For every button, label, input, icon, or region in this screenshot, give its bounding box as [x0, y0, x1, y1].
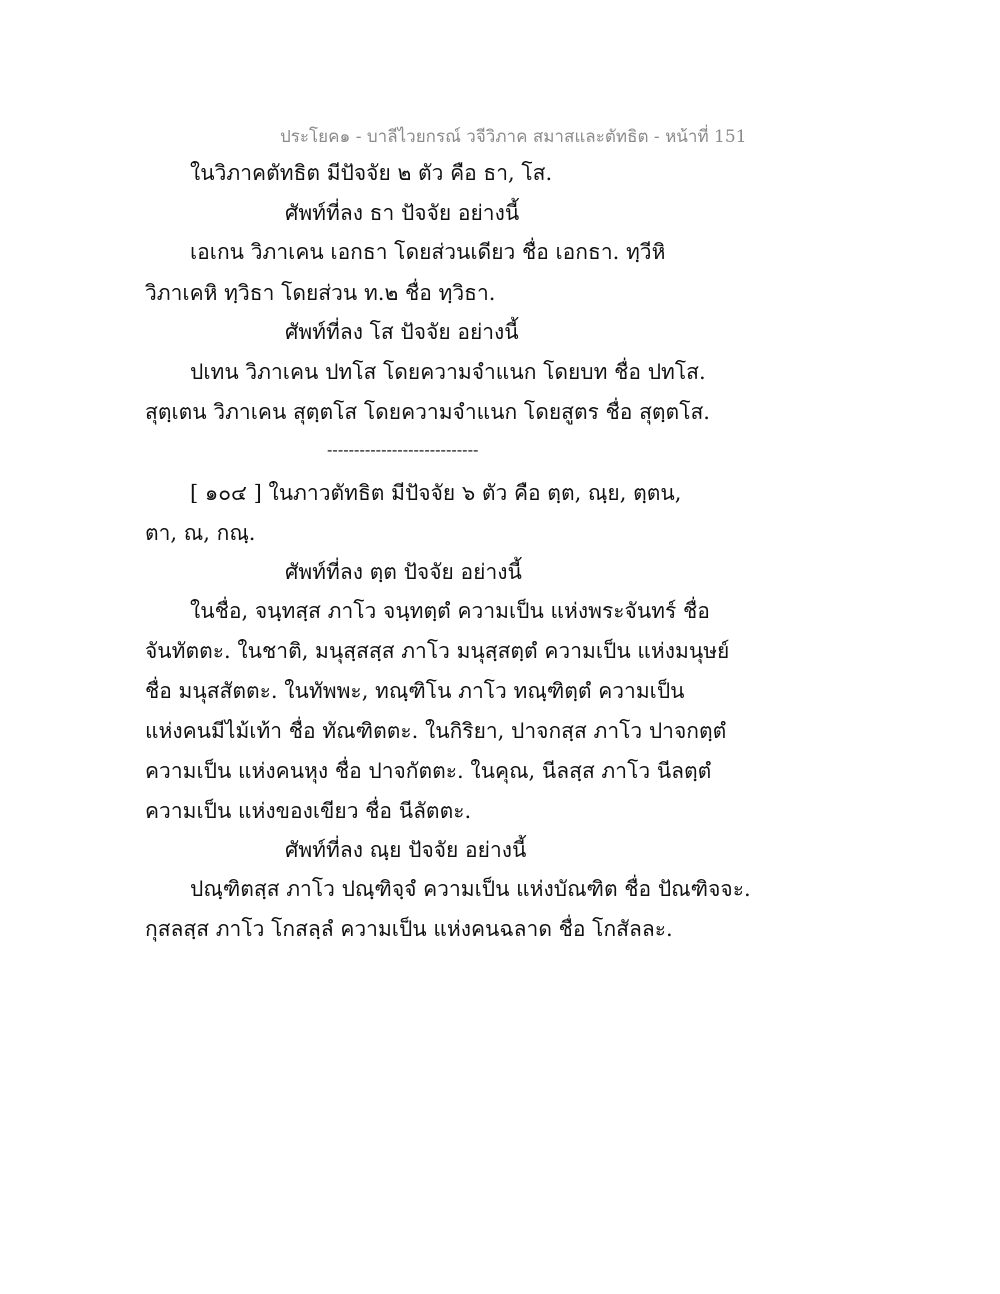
section-heading: ศัพท์ที่ลง ณฺย ปัจจัย อย่างนี้	[285, 838, 527, 862]
text-line: เอเกน วิภาเคน เอกธา โดยส่วนเดียว ชื่อ เอกธา. ทฺวีหิ	[190, 240, 666, 264]
text-line: ตา, ณ, กณฺ.	[145, 521, 256, 545]
text-line: วิภาเคหิ ทฺวิธา โดยส่วน ท.๒ ชื่อ ทฺวิธา.	[145, 281, 496, 305]
text-line: แห่งคนมีไม้เท้า ชื่อ ทัณฑิตตะ. ในกิริยา, ปาจกสฺส ภาโว ปาจกตฺตํ	[145, 719, 727, 743]
text-line: ความเป็น แห่งของเขียว ชื่อ นีลัตตะ.	[145, 799, 472, 823]
text-line: [ ๑๐๔ ] ในภาวตัทธิต มีปัจจัย ๖ ตัว คือ ตฺต, ณฺย, ตฺตน,	[190, 481, 682, 505]
text-line: สุตฺเตน วิภาเคน สุตฺตโส โดยความจำแนก โดยสูตร ชื่อ สุตฺตโส.	[145, 400, 710, 424]
text-line: ชื่อ มนุสสัตตะ. ในทัพพะ, ทณฺฑิโน ภาโว ทณฺฑิตฺตํ ความเป็น	[145, 679, 685, 703]
section-heading: ศัพท์ที่ลง ตฺต ปัจจัย อย่างนี้	[285, 560, 522, 584]
section-divider: ----------------------------	[327, 440, 479, 459]
text-line: ความเป็น แห่งคนหุง ชื่อ ปาจกัตตะ. ในคุณ, นีลสฺส ภาโว นีลตฺตํ	[145, 759, 712, 783]
section-heading: ศัพท์ที่ลง ธา ปัจจัย อย่างนี้	[285, 201, 520, 225]
text-line: กุสลสฺส ภาโว โกสลฺลํ ความเป็น แห่งคนฉลาด ชื่อ โกสัลละ.	[145, 917, 673, 941]
text-line: จันทัตตะ. ในชาติ, มนุสฺสสฺส ภาโว มนุสฺสตฺตํ ความเป็น แห่งมนุษย์	[145, 639, 730, 663]
running-header: ประโยค๑ - บาลีไวยกรณ์ วจีวิภาค สมาสและตัทธิต - หน้าที่ 151	[280, 127, 747, 147]
text-line: ในชื่อ, จนฺทสฺส ภาโว จนฺทตฺตํ ความเป็น แห่งพระจันทร์ ชื่อ	[190, 599, 710, 623]
text-line: ปเทน วิภาเคน ปทโส โดยความจำแนก โดยบท ชื่อ ปทโส.	[190, 360, 706, 384]
text-line: ในวิภาคตัทธิต มีปัจจัย ๒ ตัว คือ ธา, โส.	[190, 161, 553, 185]
text-line: ปณฺฑิตสฺส ภาโว ปณฺฑิจฺจํ ความเป็น แห่งบัณฑิต ชื่อ ปัณฑิจจะ.	[190, 877, 751, 901]
section-heading: ศัพท์ที่ลง โส ปัจจัย อย่างนี้	[285, 320, 519, 344]
